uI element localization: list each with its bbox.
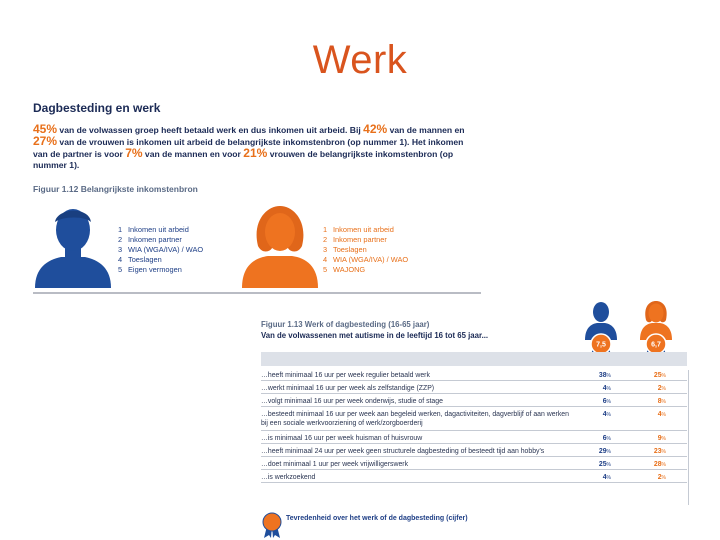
female-income-item <box>323 255 408 265</box>
female-value <box>641 434 666 444</box>
percent-sign: % <box>661 449 666 455</box>
male-income-item <box>118 235 203 245</box>
female-value-number: 4 <box>657 411 662 418</box>
male-income-item-number: 1 <box>118 225 123 234</box>
male-value <box>586 384 611 394</box>
table-row <box>261 381 687 394</box>
male-value-number: 4 <box>602 474 607 481</box>
intro-text: van de mannen en <box>387 125 465 135</box>
percent-sign: % <box>606 462 611 468</box>
figure-divider <box>33 292 481 294</box>
female-value <box>641 460 666 470</box>
intro-highlight: 45% <box>33 122 58 136</box>
female-value <box>641 473 666 483</box>
male-value <box>586 447 611 457</box>
male-value-number: 6 <box>602 398 607 405</box>
male-income-item-label: Eigen vermogen <box>128 265 182 274</box>
female-value <box>641 384 666 394</box>
male-value <box>586 460 611 470</box>
intro-highlight: 27% <box>33 134 58 148</box>
figure-113-title: Figuur 1.13 Werk of dagbesteding (16-65 jaar) <box>261 320 430 329</box>
male-income-item-number: 3 <box>118 245 123 254</box>
figure-113 <box>258 300 688 530</box>
male-value <box>586 371 611 381</box>
male-value-number: 25 <box>598 461 607 468</box>
legend-text: Tevredenheid over het werk of de dagbesteding (cijfer) <box>286 515 468 522</box>
female-value <box>641 397 666 407</box>
female-value-number: 8 <box>657 398 662 405</box>
male-income-item-label: WIA (WGA/IVA) / WAO <box>128 245 204 254</box>
slide-title: Werk <box>312 38 408 82</box>
table-row <box>261 407 687 431</box>
intro-text: van de volwassen groep heeft betaald werk en dus inkomen uit arbeid. Bij <box>57 125 364 135</box>
female-income-item-label: Toeslagen <box>333 245 367 254</box>
female-income-item <box>323 245 408 255</box>
male-income-item-label: Inkomen partner <box>128 235 182 244</box>
figure-112-title: Figuur 1.12 Belangrijkste inkomstenbron <box>33 184 198 194</box>
female-score: 6,7 <box>651 341 661 349</box>
intro-highlight: 7% <box>125 146 143 160</box>
male-value-number: 29 <box>598 448 607 455</box>
percent-sign: % <box>606 475 611 481</box>
female-income-item-number: 1 <box>323 225 328 234</box>
percent-sign: % <box>606 399 611 405</box>
row-label: …besteedt minimaal 16 uur per week aan begeleid werken, dagactiviteiten, dagverblijf of aan werken bij een sociale werkvoorziening of werk/zorgboerderij <box>261 411 569 427</box>
row-label: …heeft minimaal 24 uur per week geen structurele dagbesteding of besteedt tijd aan hobby's <box>261 448 545 455</box>
percent-sign: % <box>661 475 666 481</box>
row-label: …werkt minimaal 16 uur per week als zelfstandige (ZZP) <box>261 385 435 392</box>
female-income-list <box>323 225 408 275</box>
female-value <box>641 447 666 457</box>
figure-112 <box>30 198 482 294</box>
male-income-item <box>118 225 203 235</box>
male-value <box>586 434 611 444</box>
female-income-item <box>323 265 408 275</box>
female-income-item-number: 4 <box>323 255 328 264</box>
male-value-number: 6 <box>602 435 607 442</box>
female-income-item-label: WIA (WGA/IVA) / WAO <box>333 255 409 264</box>
figure-113-subtitle: Van de volwassenen met autisme in de leeftijd 16 tot 65 jaar... <box>261 331 489 340</box>
female-income-item-number: 2 <box>323 235 328 244</box>
female-value-number: 23 <box>653 448 662 455</box>
female-value-number: 28 <box>653 461 662 468</box>
female-income-item-label: Inkomen uit arbeid <box>333 225 394 234</box>
percent-sign: % <box>606 449 611 455</box>
percent-sign: % <box>661 373 666 379</box>
male-value <box>586 397 611 407</box>
male-income-item <box>118 265 203 275</box>
section-heading: Dagbesteding en werk <box>33 101 161 115</box>
table-row <box>261 444 687 457</box>
female-value <box>641 410 666 420</box>
intro-paragraph <box>33 124 473 171</box>
table-row <box>261 368 687 381</box>
percent-sign: % <box>606 373 611 379</box>
male-value <box>586 410 611 420</box>
percent-sign: % <box>661 412 666 418</box>
male-value-number: 4 <box>602 385 607 392</box>
male-income-item-number: 5 <box>118 265 123 274</box>
male-income-item-number: 2 <box>118 235 123 244</box>
percent-sign: % <box>661 436 666 442</box>
table-row <box>261 431 687 444</box>
male-income-item <box>118 255 203 265</box>
intro-highlight: 42% <box>363 122 388 136</box>
male-income-item <box>118 245 203 255</box>
female-value <box>641 371 666 381</box>
intro-text: van de vrouwen is inkomen uit arbeid de belangrijkste inkomstenbron (op nummer 1). Het inkomen van de partner is voor <box>33 137 464 159</box>
male-value-number: 38 <box>598 372 607 379</box>
intro-text: van de mannen en voor <box>142 149 244 159</box>
intro-text: vrouwen de belangrijkste inkomstenbron (op nummer 1). <box>33 149 454 170</box>
percent-sign: % <box>661 399 666 405</box>
female-income-item-label: Inkomen partner <box>333 235 387 244</box>
female-income-item-label: WAJONG <box>333 265 366 274</box>
female-income-item-number: 5 <box>323 265 328 274</box>
row-label: …doet minimaal 1 uur per week vrijwilligerswerk <box>261 461 409 468</box>
male-income-item-label: Inkomen uit arbeid <box>128 225 189 234</box>
intro-highlight: 21% <box>243 146 268 160</box>
male-income-item-number: 4 <box>118 255 123 264</box>
row-label: …heeft minimaal 16 uur per week regulier betaald werk <box>261 372 430 379</box>
satisfaction-rosette-icon <box>261 512 283 538</box>
table-right-border <box>688 370 689 505</box>
female-income-item-number: 3 <box>323 245 328 254</box>
male-income-list <box>118 225 203 275</box>
male-person-icon <box>33 202 113 288</box>
male-income-item-label: Toeslagen <box>128 255 162 264</box>
female-income-item <box>323 235 408 245</box>
female-value-number: 25 <box>653 372 662 379</box>
table-row <box>261 470 687 483</box>
percent-sign: % <box>661 386 666 392</box>
female-value-number: 2 <box>657 385 662 392</box>
percent-sign: % <box>606 436 611 442</box>
table-header-band <box>261 352 687 366</box>
female-value-number: 2 <box>657 474 662 481</box>
percent-sign: % <box>661 462 666 468</box>
table-row <box>261 457 687 470</box>
row-label: …volgt minimaal 16 uur per week onderwijs, studie of stage <box>261 398 443 405</box>
table-row <box>261 394 687 407</box>
male-value-number: 4 <box>602 411 607 418</box>
male-value <box>586 473 611 483</box>
percent-sign: % <box>606 412 611 418</box>
female-income-item <box>323 225 408 235</box>
row-label: …is werkzoekend <box>261 474 316 481</box>
percent-sign: % <box>606 386 611 392</box>
row-label: …is minimaal 16 uur per week huisman of huisvrouw <box>261 435 423 442</box>
female-value-number: 9 <box>657 435 662 442</box>
male-score: 7,5 <box>596 341 606 349</box>
female-person-icon <box>240 202 320 288</box>
